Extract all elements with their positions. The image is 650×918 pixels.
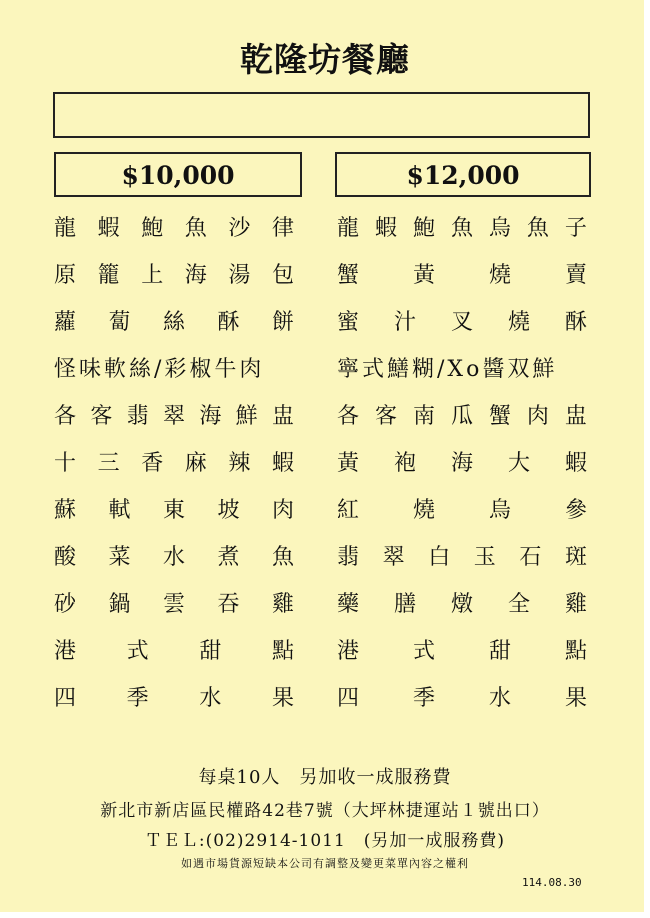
menu-item: 砂 鍋 雲 吞 雞 [54,592,294,617]
menu-item: 怪味軟絲/彩椒牛肉 [54,357,265,382]
menu-item: 翡 翠 白 玉 石 斑 [337,545,587,570]
menu-item: 酸 菜 水 煮 魚 [54,545,294,570]
menu-item: 四 季 水 果 [54,686,294,711]
footer-telephone: ＴＥＬ:(02)2914-1011 (另加一成服務費) [144,831,506,851]
menu-item: 紅 燒 烏 參 [337,498,587,523]
menu-item: 龍 蝦 鮑 魚 沙 律 [54,216,294,241]
menu-item: 蘇 軾 東 坡 肉 [54,498,294,523]
menu-item: 黃 袍 海 大 蝦 [337,451,587,476]
menu-item: 四 季 水 果 [337,686,587,711]
menu-item: 蟹 黃 燒 賣 [337,263,587,288]
menu-item: 各 客 翡 翠 海 鮮 盅 [54,404,294,429]
menu-item: 港 式 甜 點 [54,639,294,664]
menu-column-left [54,203,294,720]
menu-item: 原 籠 上 海 湯 包 [54,263,294,288]
page-bottom-edge [0,912,650,918]
footer-address: 新北市新店區民權路42巷7號（大坪林捷運站１號出口） [100,801,550,821]
blank-header-box [53,92,590,138]
menu-date: 114.08.30 [522,876,582,889]
footer-table-info: 每桌10人 另加收一成服務費 [198,767,452,788]
menu-item: 藥 膳 燉 全 雞 [337,592,587,617]
footer-disclaimer: 如遇市場貨源短缺本公司有調整及變更菜單內容之權利 [181,857,469,870]
menu-item: 各 客 南 瓜 蟹 肉 盅 [337,404,587,429]
menu-item: 蜜 汁 叉 燒 酥 [337,310,587,335]
menu-item: 港 式 甜 點 [337,639,587,664]
menu-item: 蘿 蔔 絲 酥 餅 [54,310,294,335]
price-box-left: $10,000 [54,152,302,197]
price-box-right: $12,000 [335,152,591,197]
menu-column-right [337,203,587,720]
menu-item: 寧式鱔糊/Xo醬双鮮 [337,357,558,382]
restaurant-title: 乾隆坊餐廳 [240,40,410,79]
menu-item: 十 三 香 麻 辣 蝦 [54,451,294,476]
menu-item: 龍 蝦 鮑 魚 烏 魚 子 [337,216,587,241]
